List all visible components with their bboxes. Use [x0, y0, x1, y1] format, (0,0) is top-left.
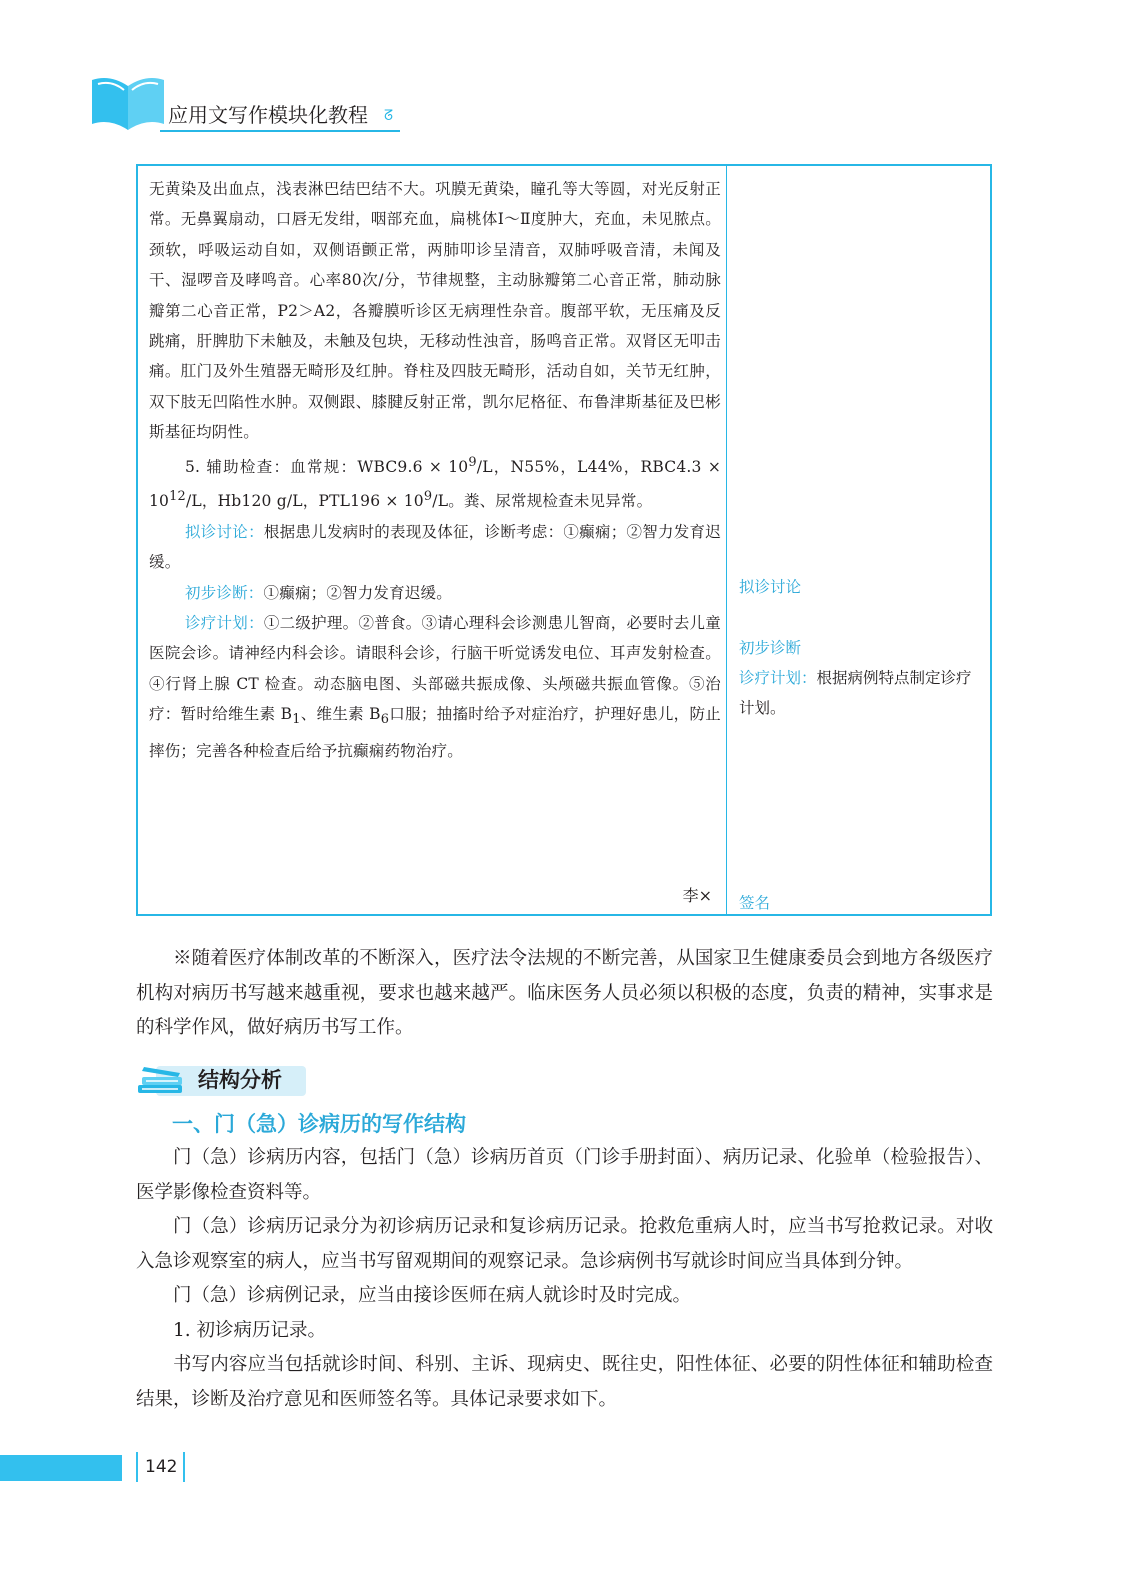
note-diagnosis: 初步诊断 [739, 639, 802, 657]
sub-heading: 一、门（急）诊病历的写作结构 [172, 1112, 466, 1136]
section-body [136, 1141, 993, 1417]
section-paragraph: 门（急）诊病历记录分为初诊病历记录和复诊病历记录。抢救危重病人时，应当书写抢救记录。对收入急诊观察室的病人，应当书写留观期间的观察记录。急诊病例书写就诊时间应当具体到分钟。 [136, 1216, 993, 1272]
section-paragraph: 门（急）诊病例记录，应当由接诊医师在病人就诊时及时完成。 [173, 1285, 692, 1306]
section-paragraph: 门（急）诊病历内容，包括门（急）诊病历首页（门诊手册封面）、病历记录、化验单（检验报告）、医学影像检查资料等。 [136, 1147, 993, 1203]
header-corner-mark: ᘔ [384, 108, 394, 124]
diagnosis-paragraph: 初步诊断：①癫痫；②智力发育迟缓。 [185, 583, 452, 602]
note-sign: 签名 [739, 894, 771, 912]
discussion-paragraph: 拟诊讨论：根据患儿发病时的表现及体征，诊断考虑：①癫痫；②智力发育迟缓。 [149, 522, 721, 572]
footer-divider-right [183, 1452, 185, 1482]
diagnosis-label: 初步诊断： [185, 583, 264, 602]
note-plan-text: 根据病例特点制定诊疗计划。 [739, 669, 972, 717]
page-number: 142 [145, 1457, 178, 1477]
doctor-signature: 李× [682, 886, 712, 905]
note-plan-label: 诊疗计划： [739, 669, 817, 687]
note-paragraph: ※随着医疗体制改革的不断深入，医疗法令法规的不断完善，从国家卫生健康委员会到地方各级医疗机构对病历书写越来越重视，要求也越来越严。临床医务人员必须以积极的态度，负责的精神，实事求是的科学作风，做好病历书写工作。 [136, 948, 993, 1038]
plan-paragraph: 诊疗计划：①二级护理。②普食。③请心理科会诊测患儿智商，必要时去儿童医院会诊。请神经内科会诊。请眼科会诊，行脑干听觉诱发电位、耳声发射检查。④行肾上腺 CT 检查。动态脑电图、头部磁共振成像、头颅磁共振血管像。⑤治疗：暂时给维生素 $B_1$、维生素 $B_6$口服；抽搐时给予对症治疗，护理好患儿，防止摔伤；完善各种检查后给予抗癫痫药物治疗。 [149, 614, 721, 760]
section-badge [134, 1063, 308, 1097]
stacked-books-icon [134, 1063, 192, 1097]
page-header [88, 74, 408, 134]
note-plan [739, 663, 984, 723]
medical-record-table [136, 164, 992, 916]
column-divider [726, 166, 727, 914]
note-paragraph-block [136, 942, 993, 1046]
section-paragraph: 书写内容应当包括就诊时间、科别、主诉、现病史、既往史，阳性体征、必要的阴性体征和辅助检查结果，诊断及治疗意见和医师签名等。具体记录要求如下。 [136, 1354, 993, 1410]
section-paragraph: 1. 初诊病历记录。 [173, 1319, 327, 1341]
note-discussion: 拟诊讨论 [739, 578, 802, 596]
open-book-icon [88, 74, 168, 134]
book-title: 应用文写作模块化教程 [168, 103, 368, 127]
footer-bar [0, 1455, 122, 1481]
section-title: 结构分析 [198, 1068, 282, 1092]
physical-exam-paragraph: 无黄染及出血点，浅表淋巴结巴结不大。巩膜无黄染，瞳孔等大等圆，对光反射正常。无鼻翼扇动，口唇无发绀，咽部充血，扁桃体Ⅰ～Ⅱ度肿大，充血，未见脓点。颈软，呼吸运动自如，双侧语颤正常，两肺叩诊呈清音，双肺呼吸音清，未闻及干、湿啰音及哮鸣音。心率80次/分，节律规整，主动脉瓣第二心音正常，肺动脉瓣第二心音正常，P2＞A2，各瓣膜听诊区无病理性杂音。腹部平软，无压痛及反跳痛，肝脾肋下未触及，未触及包块，无移动性浊音，肠鸣音正常。双肾区无叩击痛。肛门及外生殖器无畸形及红肿。脊柱及四肢无畸形，活动自如，关节无红肿，双下肢无凹陷性水肿。双侧跟、膝腱反射正常，凯尔尼格征、布鲁津斯基征及巴彬斯基征均阴性。 [149, 180, 721, 442]
aux-exam-paragraph: 5. 辅助检查：血常规：$WBC9.6 \times 10^9/L$，N55%，L44%，$RBC4.3 \times 10^{12}/L$，Hb120 g/L，$PTL196 \times 10^9/L$。粪、尿常规检查未见异常。 [149, 454, 722, 511]
plan-label: 诊疗计划： [185, 614, 264, 632]
footer-divider-left [136, 1452, 138, 1482]
discussion-label: 拟诊讨论： [185, 522, 264, 541]
record-content [149, 174, 721, 766]
